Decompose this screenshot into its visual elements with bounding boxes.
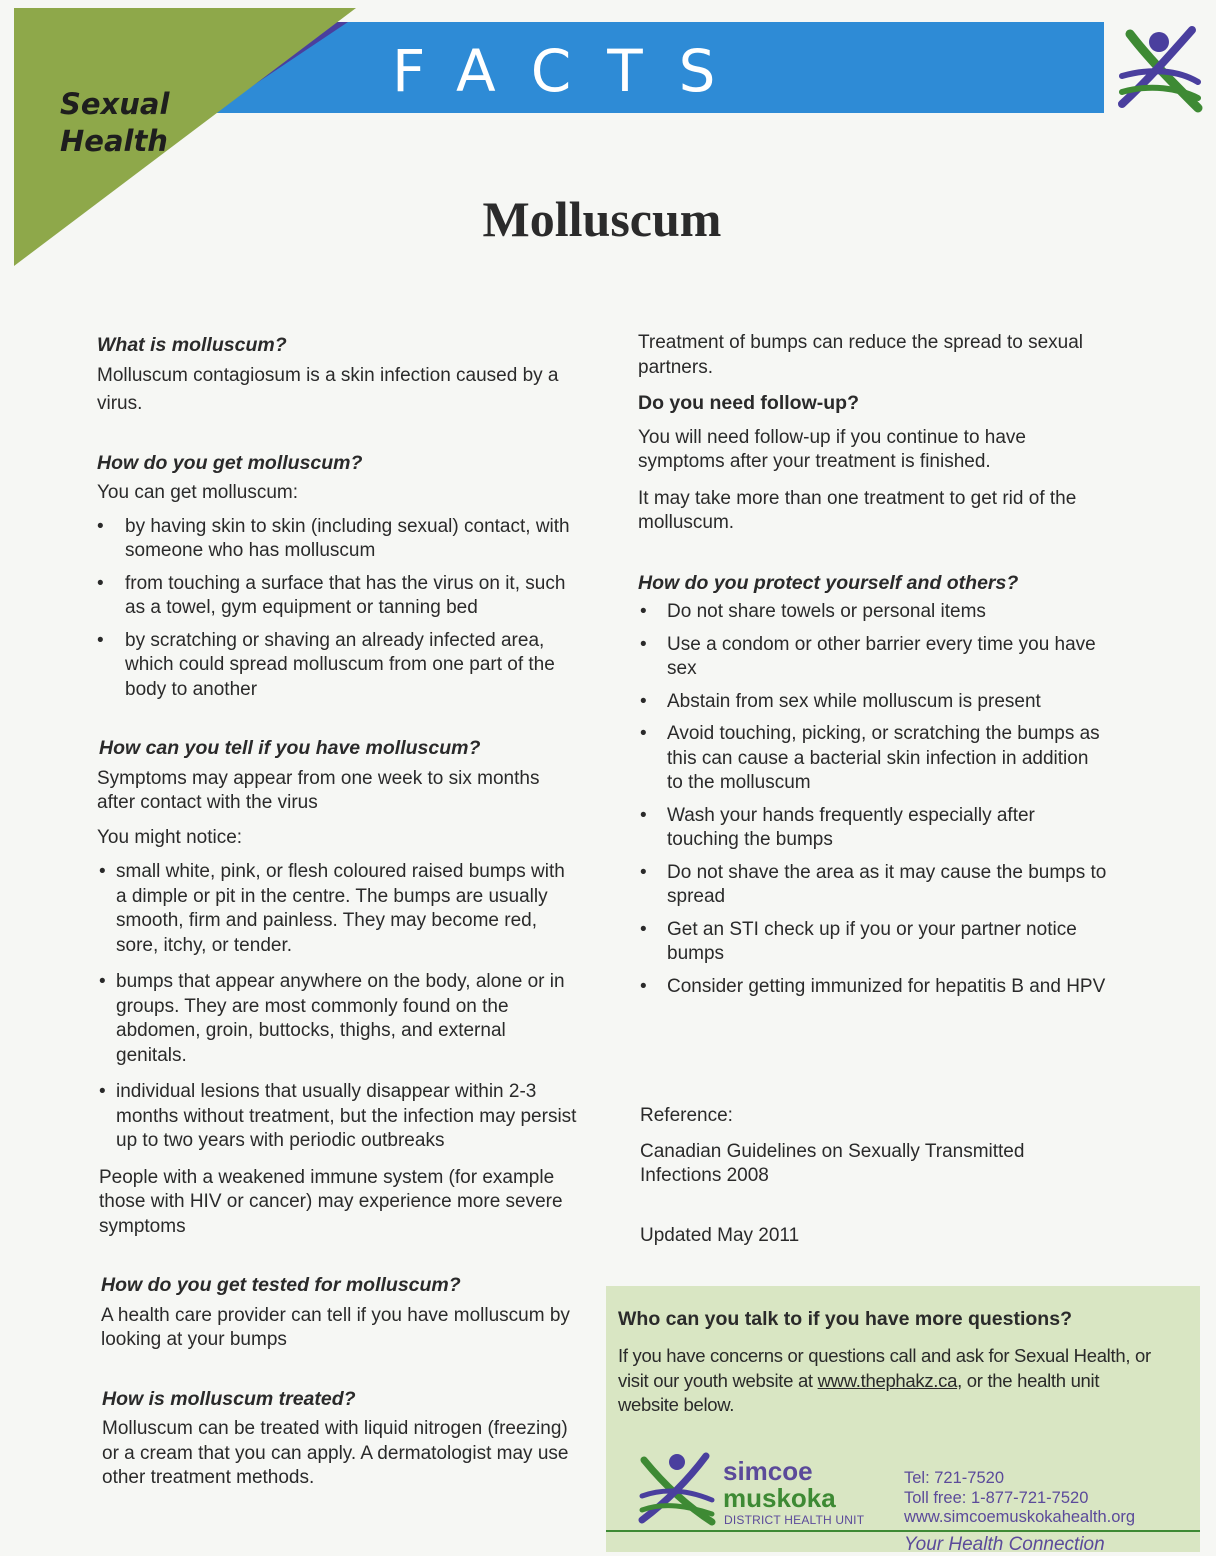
left-column [97,333,577,1491]
telephone: Tel: 721-7520 [904,1469,1004,1487]
list-item: • bumps that appear anywhere on the body, alone or in groups. They are most commonly found on the abdomen, groin, buttocks, thighs, and external genitals. [97,970,577,1068]
banner-title: FACTS [392,37,752,105]
section-text: A health care provider can tell if you have molluscum by looking at your bumps [101,1304,570,1350]
updated-date: Updated May 2011 [640,1224,800,1246]
right-column [638,331,1108,1248]
contact-text-before: If you have concerns or questions call and ask for Sexual Health, or visit our youth website at [618,1345,1151,1391]
list-item: • Get an STI check up if you or your partner notice bumps [638,918,1108,967]
toll-free-number: Toll free: 1-877-721-7520 [904,1488,1089,1507]
list-item: • from touching a surface that has the virus on it, such as a towel, gym equipment or tanning bed [97,572,577,621]
program-label [60,86,169,160]
contact-box [606,1286,1200,1555]
contact-text-after: , or the health unit website below. [618,1369,1100,1415]
program-label-line1: Sexual [60,87,170,121]
section-heading: How can you tell if you have molluscum? [99,737,481,759]
ways-list [97,515,577,703]
list-item: • Wash your hands frequently especially after touching the bumps [638,804,1108,853]
section-text: It may take more than one treatment to get rid of the molluscum. [638,487,1077,533]
protection-list [638,600,1108,999]
program-label-line2: Health [60,124,168,158]
reference-label: Reference: [640,1105,733,1126]
section-heading: How is molluscum treated? [102,1387,356,1410]
section-text: Molluscum contagiosum is a skin infection caused by a virus. [97,364,559,414]
brand-name-line1: simcoe [723,1456,813,1486]
section-heading: Do you need follow-up? [638,392,859,414]
section-text: Molluscum can be treated with liquid nitrogen (freezing) or a cream that you can apply. A dermatologist may use other treatment methods. [102,1418,569,1488]
list-item: • Avoid touching, picking, or scratching the bumps as this can cause a bacterial skin infection in addition to the molluscum [638,722,1108,796]
list-item: • Use a condom or other barrier every time you have sex [638,633,1108,682]
section-heading: How do you get tested for molluscum? [101,1274,461,1296]
list-item: • by scratching or shaving an already infected area, which could spread molluscum from one part of the body to another [97,629,577,703]
list-item: • Consider getting immunized for hepatitis B and HPV [638,975,1108,1000]
health-unit-website-link[interactable]: www.simcoemuskokahealth.org [904,1508,1136,1526]
section-text: People with a weakened immune system (for example those with HIV or cancer) may experience more severe symptoms [99,1166,563,1237]
reference-text: Canadian Guidelines on Sexually Transmitted Infections 2008 [640,1140,1025,1186]
contact-heading: Who can you talk to if you have more questions? [618,1308,1072,1330]
list-item: • Abstain from sex while molluscum is present [638,690,1108,715]
tagline: Your Health Connection [904,1534,1105,1555]
list-item: • by having skin to skin (including sexual) contact, with someone who has molluscum [97,515,577,564]
section-text: You can get molluscum: [97,482,299,503]
section-heading: How do you protect yourself and others? [638,571,1019,594]
page-title: Molluscum [482,191,722,247]
section-text: You will need follow-up if you continue to have symptoms after your treatment is finished. [638,426,1026,472]
brand-subtitle: DISTRICT HEALTH UNIT [724,1513,865,1527]
simcoe-muskoka-logo-icon [636,1452,716,1526]
section-heading: How do you get molluscum? [97,451,363,474]
contact-info [904,1469,1135,1528]
section-text: Symptoms may appear from one week to six months after contact with the virus [97,767,540,813]
symptoms-list [97,860,577,1154]
section-text: Treatment of bumps can reduce the spread to sexual partners. [638,332,1083,378]
section-text: You might notice: [97,826,243,848]
health-unit-logo-icon [1122,30,1198,108]
divider [606,1530,1200,1532]
contact-text [618,1344,1158,1418]
list-item: • Do not shave the area as it may cause the bumps to spread [638,861,1108,910]
list-item: • small white, pink, or flesh coloured raised bumps with a dimple or pit in the centre. The bumps are usually smooth, firm and painless. They may become red, sore, itchy, or tender. [97,860,577,958]
list-item: • Do not share towels or personal items [638,600,1108,625]
youth-website-link[interactable]: www.thephakz.ca [817,1369,958,1391]
list-item: • individual lesions that usually disappear within 2-3 months without treatment, but the infection may persist up to two years with periodic outbreaks [97,1080,577,1154]
brand-name-line2: muskoka [723,1483,836,1513]
section-heading: What is molluscum? [97,334,287,356]
